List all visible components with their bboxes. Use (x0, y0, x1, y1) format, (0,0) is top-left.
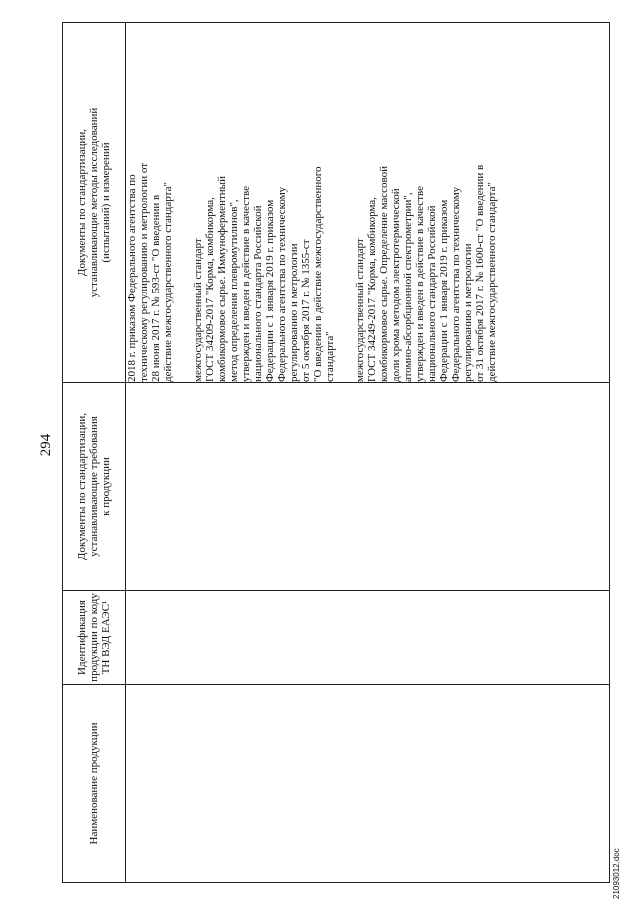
standard-line: комбикормовое сырье. Иммуноферментный (216, 176, 228, 382)
standard-line: 28 июня 2017 г. № 593-ст "О введении в (150, 194, 162, 382)
header-product-name-text: Наименование продукции (88, 722, 100, 845)
standard-line: национального стандарта Российской (426, 205, 438, 382)
standard-line: национального стандарта Российской (252, 205, 264, 382)
standard-line: Федерального агентства по техническому (276, 186, 288, 382)
standard-line: Федерального агентства по техническому (450, 186, 462, 382)
header-product-name (63, 685, 126, 883)
header-req-line: Документы по стандартизации, (76, 412, 88, 561)
standard-line: Федерации с 1 января 2019 г. приказом (264, 199, 276, 382)
standard-entry (192, 23, 336, 382)
cell-product-name (126, 685, 610, 883)
standard-line: действие межгосударственного стандарта" (162, 182, 174, 382)
standard-line: "О введении в действие межгосударственного (312, 166, 324, 382)
header-method-line: устанавливающие методы исследований (88, 107, 100, 298)
standard-line: метод определения плевромутилинов", (228, 199, 240, 382)
header-method-line: (испытаний) и измерений (100, 142, 112, 263)
standard-line: межгосударственный стандарт (354, 238, 366, 382)
header-req-line: устанавливающие требования (88, 416, 100, 557)
standard-line: техническому регулированию и метрологии от (138, 162, 150, 382)
standard-line: стандарта" (324, 331, 336, 382)
header-req-line: к продукции (100, 457, 112, 516)
standard-line: атомно-абсорбционной спектрометрии", (402, 192, 414, 382)
cell-requirement-docs (126, 383, 610, 591)
footer-file-code: 21093012.doc (612, 848, 621, 899)
header-code-line: ТН ВЭД ЕАЭС¹ (100, 600, 112, 675)
standard-line: утвержден и введен в действие в качестве (414, 185, 426, 382)
standard-entry (126, 23, 174, 382)
table-row (126, 23, 610, 883)
standard-line: ГОСТ 34249-2017 "Корма, комбикорма, (366, 197, 378, 382)
standard-line: Федерации с 1 января 2019 г. приказом (438, 199, 450, 382)
page-number: 294 (38, 433, 54, 457)
standard-line: межгосударственный стандарт (192, 238, 204, 382)
header-requirement-docs (63, 383, 126, 591)
standard-line: от 5 октября 2017 г. № 1355-ст (300, 239, 312, 382)
standard-line: от 31 октября 2017 г. № 1600-ст "О введении в (474, 164, 486, 382)
header-method-line: Документы по стандартизации, (76, 128, 88, 277)
cell-product-code (126, 591, 610, 685)
header-product-code (63, 591, 126, 685)
header-method-docs (63, 23, 126, 383)
table-header-row (63, 23, 126, 883)
standard-line: действие межгосударственного стандарта" (486, 182, 498, 382)
standard-line: регулированию и метрологии (462, 243, 474, 382)
standard-line: доли хрома методом электротермической (390, 188, 402, 382)
standard-line: ГОСТ 34209-2017 "Корма, комбикорма, (204, 197, 216, 382)
cell-method-docs (126, 23, 610, 383)
standard-entry (354, 23, 498, 382)
header-code-line: Идентификация (76, 600, 88, 675)
standard-line: утвержден и введен в действие в качестве (240, 185, 252, 382)
header-code-line: продукции по коду (88, 593, 100, 682)
standards-table (62, 22, 610, 883)
standard-line: комбикормовое сырье. Определение массовой (378, 165, 390, 382)
standard-line: 2018 г. приказом Федерального агентства по (126, 174, 138, 382)
standard-line: регулированию и метрологии (288, 243, 300, 382)
